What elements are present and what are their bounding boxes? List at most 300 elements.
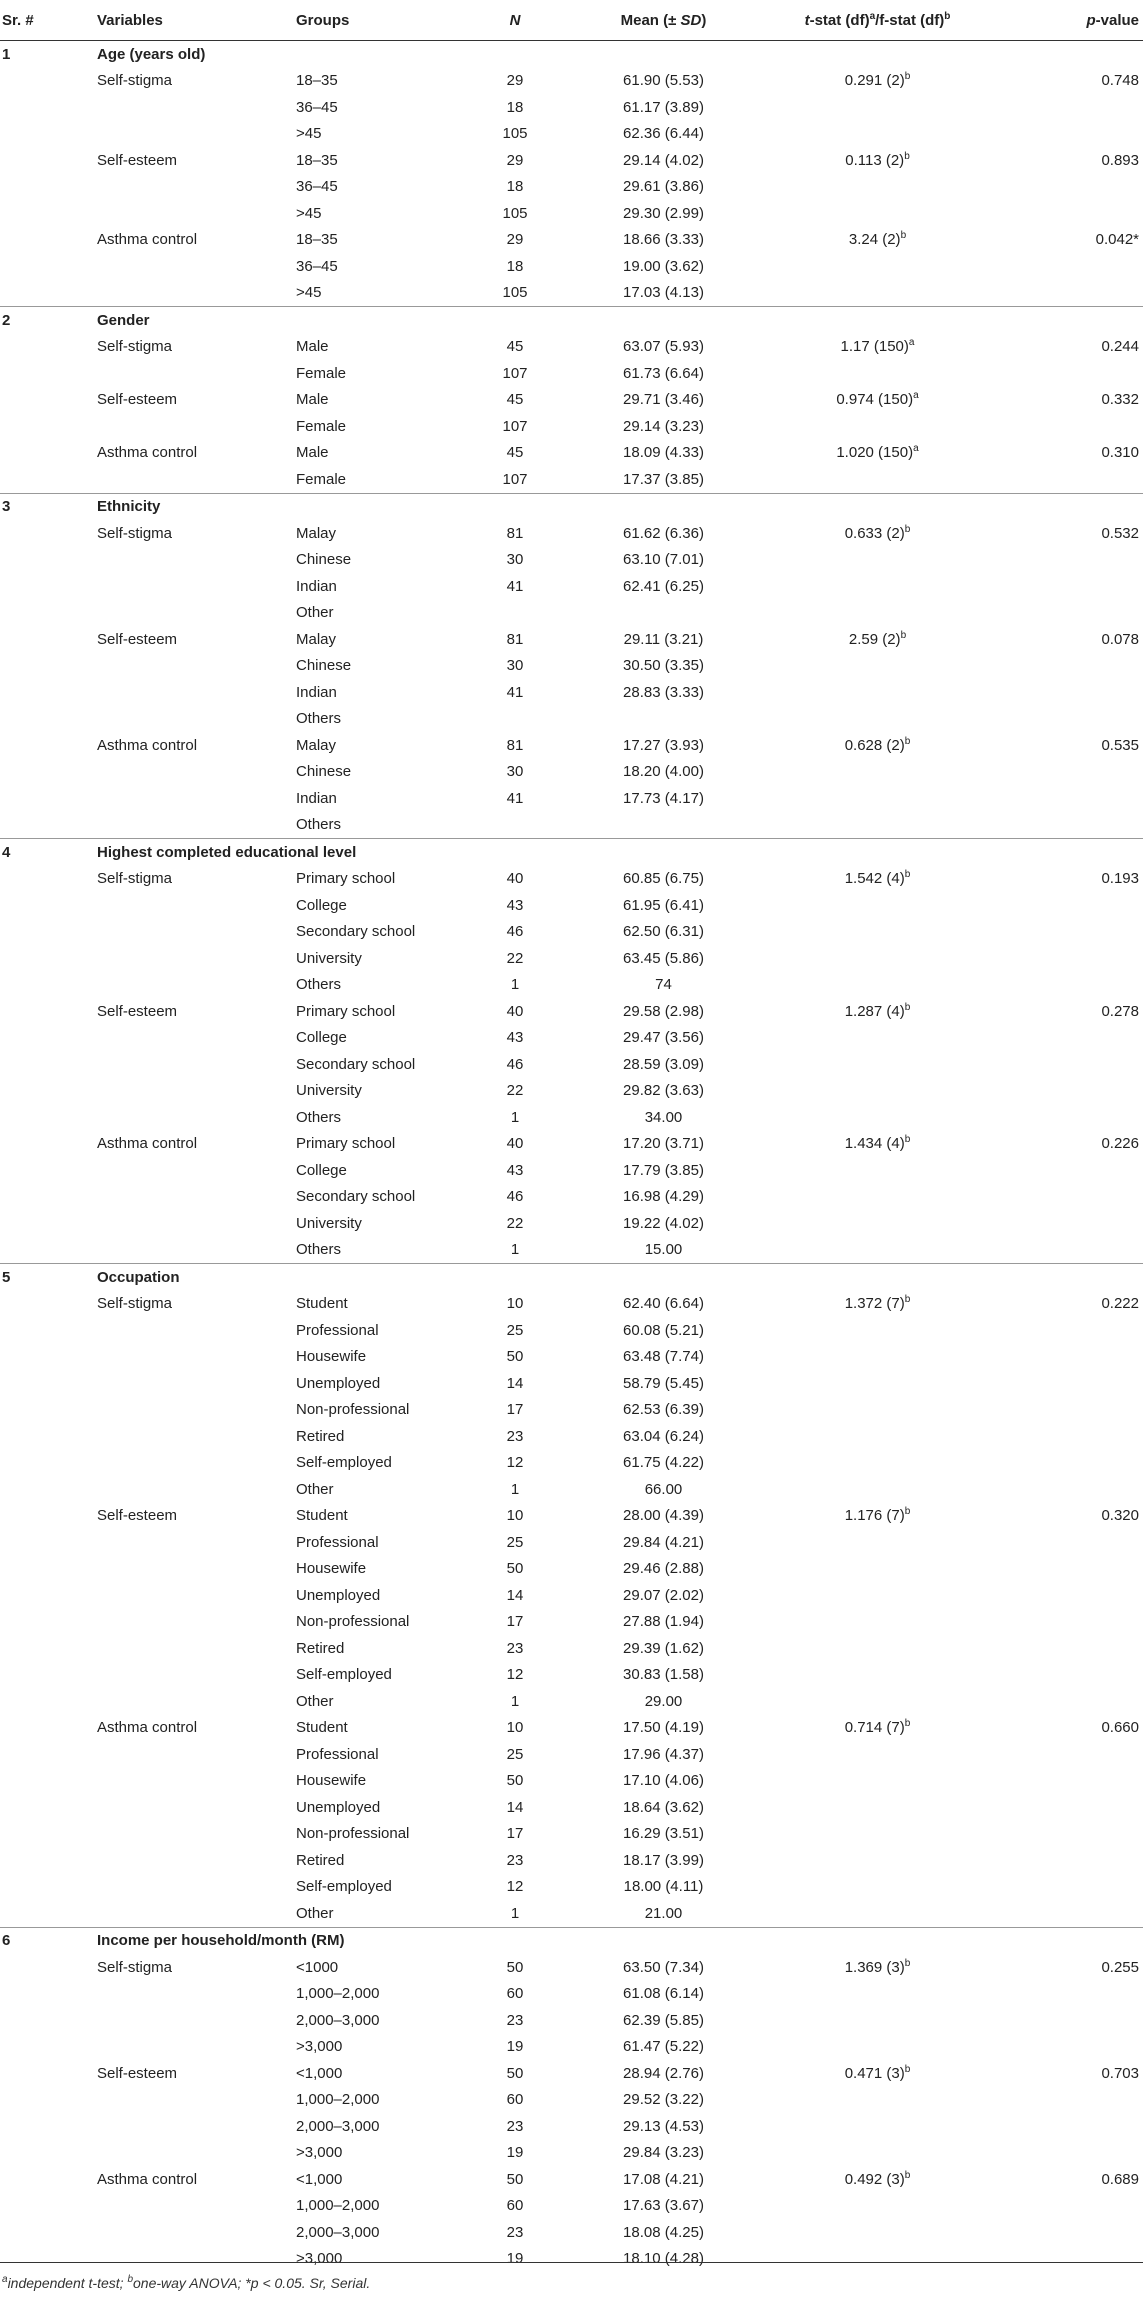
mean-cell: 28.59 (3.09) <box>623 1055 704 1073</box>
stat-value: 0.492 (3) <box>844 2170 905 2188</box>
mean-cell: 17.79 (3.85) <box>623 1161 704 1179</box>
section-row <box>0 1264 1143 1291</box>
p-value-cell <box>960 1529 1143 1556</box>
variable-cell <box>57 174 282 201</box>
variable-cell <box>57 2140 282 2167</box>
stat-superscript: b <box>904 1506 911 1518</box>
p-value-cell <box>960 1450 1143 1477</box>
n-cell: 23 <box>506 2011 524 2029</box>
group-cell: Primary school <box>296 1135 396 1153</box>
p-value-cell: 0.893 <box>1101 151 1139 169</box>
n-cell: 14 <box>506 1374 524 1392</box>
variable-cell <box>57 1423 282 1450</box>
group-cell: 18–35 <box>296 231 338 249</box>
group-cell: College <box>296 1029 347 1047</box>
p-value-cell <box>960 1981 1143 2008</box>
stat-cell <box>725 466 960 493</box>
table-row <box>0 2060 1143 2087</box>
stat-cell <box>725 945 960 972</box>
sr-cell <box>0 785 57 812</box>
n-cell: 18 <box>506 98 524 116</box>
stat-superscript: b <box>904 1957 911 1969</box>
table-row <box>0 653 1143 680</box>
table-row <box>0 121 1143 148</box>
sr-cell <box>0 919 57 946</box>
mean-cell: 62.39 (5.85) <box>623 2011 704 2029</box>
n-cell: 29 <box>506 231 524 249</box>
sr-cell <box>0 626 57 653</box>
n-cell <box>452 812 550 839</box>
table-row <box>0 440 1143 467</box>
variable-cell <box>57 2034 282 2061</box>
n-cell: 12 <box>506 1454 524 1472</box>
table-row <box>0 1104 1143 1131</box>
n-cell: 30 <box>506 657 524 675</box>
n-cell: 41 <box>506 789 524 807</box>
n-cell: 14 <box>506 1798 524 1816</box>
n-cell: 1 <box>510 1904 520 1922</box>
group-cell: >45 <box>296 125 322 143</box>
sr-cell <box>0 387 57 414</box>
mean-cell: 17.50 (4.19) <box>623 1719 704 1737</box>
group-cell: Chinese <box>296 551 352 569</box>
variable-cell: Self-stigma <box>97 870 173 888</box>
table-row <box>0 547 1143 574</box>
stat-value: 1.17 (150) <box>840 338 909 356</box>
p-value-cell <box>960 1423 1143 1450</box>
p-value-cell: 0.703 <box>1101 2064 1139 2082</box>
section-row <box>0 41 1143 68</box>
variable-cell <box>57 1078 282 1105</box>
group-cell: 2,000–3,000 <box>296 2223 380 2241</box>
stat-value: 1.372 (7) <box>844 1295 905 1313</box>
n-cell: 43 <box>506 1161 524 1179</box>
variable-cell: Asthma control <box>97 444 198 462</box>
header-row <box>0 0 1143 41</box>
n-cell: 12 <box>506 1878 524 1896</box>
stat-cell <box>725 1184 960 1211</box>
variable-cell <box>57 1821 282 1848</box>
section-row <box>0 493 1143 520</box>
variable-cell <box>57 1184 282 1211</box>
group-cell: <1000 <box>296 1958 339 1976</box>
stat-value: 1.287 (4) <box>844 1002 905 1020</box>
stat-cell <box>725 1397 960 1424</box>
mean-cell: 17.73 (4.17) <box>623 789 704 807</box>
p-value-cell <box>960 2087 1143 2114</box>
variable-cell: Self-stigma <box>97 72 173 90</box>
n-cell: 19 <box>506 2144 524 2162</box>
n-cell: 50 <box>506 2064 524 2082</box>
p-value-cell: 0.042* <box>1095 231 1139 249</box>
p-value-cell <box>960 1157 1143 1184</box>
p-value-cell <box>960 919 1143 946</box>
sr-cell <box>0 1157 57 1184</box>
group-cell: Professional <box>296 1745 379 1763</box>
table-row <box>0 1847 1143 1874</box>
sr-cell <box>0 1688 57 1715</box>
group-cell: Male <box>296 391 329 409</box>
table-row <box>0 1794 1143 1821</box>
p-value-cell: 0.689 <box>1101 2170 1139 2188</box>
table-row <box>0 1821 1143 1848</box>
table-row <box>0 1184 1143 1211</box>
mean-cell: 62.36 (6.44) <box>623 125 704 143</box>
stat-superscript: b <box>904 150 910 162</box>
sr-cell <box>0 2113 57 2140</box>
mean-cell: 18.09 (4.33) <box>623 444 704 462</box>
group-cell: Female <box>296 417 347 435</box>
sr-cell <box>0 1025 57 1052</box>
n-cell: 22 <box>506 1214 524 1232</box>
section-number: 5 <box>0 1264 57 1291</box>
table-row <box>0 68 1143 95</box>
stat-cell <box>725 919 960 946</box>
group-cell: Unemployed <box>296 1374 381 1392</box>
sr-cell <box>0 866 57 893</box>
sr-cell <box>0 2034 57 2061</box>
group-cell: College <box>296 896 347 914</box>
sr-cell <box>0 1317 57 1344</box>
stat-cell <box>725 1051 960 1078</box>
sr-cell <box>0 1237 57 1264</box>
footnote-text: $^a$independent t-test; $^b$one-way ANOVA; *p < 0.05. Sr, Serial. <box>2 2274 371 2291</box>
table-row <box>0 759 1143 786</box>
table-row <box>0 1397 1143 1424</box>
mean-cell: 30.50 (3.35) <box>623 657 704 675</box>
n-cell: 50 <box>506 1772 524 1790</box>
p-value-cell: 0.222 <box>1101 1295 1139 1313</box>
table-row <box>0 520 1143 547</box>
group-cell: Professional <box>296 1533 379 1551</box>
table-row <box>0 227 1143 254</box>
sr-cell <box>0 1210 57 1237</box>
group-cell: Indian <box>296 577 337 595</box>
stat-cell <box>725 1104 960 1131</box>
n-cell: 45 <box>506 338 524 356</box>
group-cell: Chinese <box>296 763 352 781</box>
stat-superscript: b <box>904 2063 911 2075</box>
n-cell <box>452 706 550 733</box>
group-cell: Malay <box>296 524 337 542</box>
mean-cell: 61.95 (6.41) <box>623 896 704 914</box>
group-cell: Student <box>296 1507 348 1525</box>
section-row <box>0 307 1143 334</box>
table-row <box>0 1556 1143 1583</box>
p-value-cell <box>960 1900 1143 1927</box>
variable-cell <box>57 466 282 493</box>
sr-cell <box>0 972 57 999</box>
mean-cell: 18.17 (3.99) <box>623 1851 704 1869</box>
table-row <box>0 253 1143 280</box>
mean-cell: 63.48 (7.74) <box>623 1348 704 1366</box>
p-value-cell <box>960 174 1143 201</box>
p-value-cell <box>960 2034 1143 2061</box>
table-row <box>0 2166 1143 2193</box>
mean-cell: 29.11 (3.21) <box>623 630 704 648</box>
p-value-cell <box>960 1476 1143 1503</box>
group-cell: Housewife <box>296 1772 367 1790</box>
variable-cell <box>57 759 282 786</box>
table-row <box>0 2007 1143 2034</box>
stat-value: 0.291 (2) <box>844 72 905 90</box>
stat-value: 1.020 (150) <box>836 444 914 462</box>
variable-cell <box>57 1582 282 1609</box>
group-cell: Retired <box>296 1427 345 1445</box>
group-cell: Retired <box>296 1639 345 1657</box>
stat-cell <box>725 1237 960 1264</box>
sr-cell <box>0 1635 57 1662</box>
mean-cell: 17.08 (4.21) <box>623 2170 704 2188</box>
group-cell: <1,000 <box>296 2170 343 2188</box>
table-row <box>0 945 1143 972</box>
variable-cell <box>57 2007 282 2034</box>
table-row <box>0 1503 1143 1530</box>
variable-cell <box>57 785 282 812</box>
p-value-cell <box>960 1317 1143 1344</box>
sr-cell <box>0 759 57 786</box>
stat-value: 1.369 (3) <box>844 1958 905 1976</box>
stat-cell <box>725 1662 960 1689</box>
stat-cell <box>725 1847 960 1874</box>
mean-cell: 61.73 (6.64) <box>623 364 704 382</box>
sr-cell <box>0 2166 57 2193</box>
mean-cell: 17.27 (3.93) <box>623 736 704 754</box>
group-cell: 36–45 <box>296 98 338 116</box>
sr-cell <box>0 147 57 174</box>
table-row <box>0 1210 1143 1237</box>
variable-cell: Asthma control <box>97 231 198 249</box>
p-value-cell <box>960 121 1143 148</box>
mean-cell: 61.75 (4.22) <box>623 1454 704 1472</box>
p-value-cell <box>960 2113 1143 2140</box>
stat-cell <box>725 1582 960 1609</box>
p-value-cell <box>960 706 1143 733</box>
sr-cell <box>0 1344 57 1371</box>
n-cell: 43 <box>506 896 524 914</box>
group-cell: Retired <box>296 1851 345 1869</box>
n-cell: 30 <box>506 551 524 569</box>
mean-cell: 74 <box>655 976 672 994</box>
stat-cell <box>725 1715 960 1742</box>
mean-cell: 62.41 (6.25) <box>623 577 704 595</box>
mean-cell: 17.10 (4.06) <box>623 1772 704 1790</box>
n-cell: 1 <box>510 1108 520 1126</box>
stat-cell <box>725 1370 960 1397</box>
mean-cell: 63.07 (5.93) <box>623 338 704 356</box>
n-cell: 23 <box>506 2223 524 2241</box>
variable-cell <box>57 121 282 148</box>
n-cell: 105 <box>502 125 528 143</box>
mean-cell: 18.66 (3.33) <box>623 231 704 249</box>
stat-cell <box>725 2113 960 2140</box>
group-cell: 18–35 <box>296 151 338 169</box>
variable-cell <box>57 1635 282 1662</box>
table-row <box>0 1157 1143 1184</box>
sr-cell <box>0 1662 57 1689</box>
n-cell: 25 <box>506 1533 524 1551</box>
group-cell: Primary school <box>296 870 396 888</box>
table-row <box>0 1317 1143 1344</box>
stat-cell <box>725 1025 960 1052</box>
n-cell: 22 <box>506 1082 524 1100</box>
table-row <box>0 1529 1143 1556</box>
table-row <box>0 1954 1143 1981</box>
sr-cell <box>0 1291 57 1318</box>
stat-cell <box>725 1556 960 1583</box>
stat-cell <box>725 547 960 574</box>
variable-cell <box>57 2219 282 2246</box>
n-cell: 25 <box>506 1745 524 1763</box>
n-cell: 1 <box>510 1692 520 1710</box>
group-cell: Others <box>296 976 342 994</box>
sr-cell <box>0 1476 57 1503</box>
group-cell: >45 <box>296 204 322 222</box>
variable-cell <box>57 1370 282 1397</box>
table-row <box>0 1662 1143 1689</box>
variable-cell: Self-stigma <box>97 338 173 356</box>
variable-cell <box>57 1529 282 1556</box>
table-row <box>0 1688 1143 1715</box>
variable-cell <box>57 360 282 387</box>
sr-cell <box>0 334 57 361</box>
group-cell: Female <box>296 470 347 488</box>
table-row <box>0 1237 1143 1264</box>
sr-cell <box>0 1609 57 1636</box>
n-cell: 41 <box>506 577 524 595</box>
sr-cell <box>0 280 57 307</box>
mean-cell: 15.00 <box>644 1241 683 1259</box>
mean-cell: 17.63 (3.67) <box>623 2197 704 2215</box>
sr-cell <box>0 2140 57 2167</box>
n-cell: 22 <box>506 949 524 967</box>
group-cell: Non-professional <box>296 1825 410 1843</box>
stat-cell <box>725 1476 960 1503</box>
variable-cell <box>57 1609 282 1636</box>
n-cell: 12 <box>506 1666 524 1684</box>
stat-cell <box>725 1635 960 1662</box>
mean-cell: 29.14 (4.02) <box>623 151 704 169</box>
sr-cell <box>0 706 57 733</box>
n-cell: 10 <box>506 1295 524 1313</box>
stat-value: 0.974 (150) <box>836 391 914 409</box>
stat-cell <box>725 1291 960 1318</box>
p-value-cell: 0.660 <box>1101 1719 1139 1737</box>
stat-cell <box>725 1078 960 1105</box>
stat-cell <box>725 2007 960 2034</box>
group-cell: 1,000–2,000 <box>296 2197 380 2215</box>
n-cell: 46 <box>506 923 524 941</box>
stat-cell <box>725 227 960 254</box>
header-stat: t-stat (df)$^a$/f-stat (df)$^b$ <box>725 0 960 41</box>
p-value-cell <box>960 1662 1143 1689</box>
p-value-cell: 0.278 <box>1101 1002 1139 1020</box>
group-cell: Non-professional <box>296 1613 410 1631</box>
variable-cell <box>57 1104 282 1131</box>
n-cell: 50 <box>506 1348 524 1366</box>
group-cell: Other <box>296 1692 334 1710</box>
group-cell: Others <box>296 1241 342 1259</box>
n-cell: 1 <box>510 1241 520 1259</box>
p-value-cell <box>960 2219 1143 2246</box>
n-cell: 25 <box>506 1321 524 1339</box>
stat-cell <box>725 2140 960 2167</box>
sr-cell <box>0 1503 57 1530</box>
group-cell: Primary school <box>296 1002 396 1020</box>
table-row <box>0 360 1143 387</box>
p-value-cell <box>960 2007 1143 2034</box>
table-row <box>0 1715 1143 1742</box>
stat-superscript: b <box>904 1001 911 1013</box>
variable-cell <box>57 2193 282 2220</box>
sr-cell <box>0 1847 57 1874</box>
sr-cell <box>0 2087 57 2114</box>
stat-cell <box>725 1768 960 1795</box>
group-cell: University <box>296 1082 362 1100</box>
stat-cell <box>725 360 960 387</box>
p-value-cell <box>960 1582 1143 1609</box>
p-value-cell <box>960 1184 1143 1211</box>
stat-cell <box>725 1981 960 2008</box>
n-cell: 45 <box>506 391 524 409</box>
stat-cell <box>725 785 960 812</box>
table-row <box>0 866 1143 893</box>
sr-cell <box>0 2007 57 2034</box>
p-value-cell <box>960 1821 1143 1848</box>
variable-cell <box>57 679 282 706</box>
n-cell: 107 <box>502 417 528 435</box>
sr-cell <box>0 68 57 95</box>
n-cell: 50 <box>506 1560 524 1578</box>
table-row <box>0 892 1143 919</box>
header-n: N <box>452 0 550 41</box>
stat-cell <box>725 1900 960 1927</box>
table-row <box>0 1025 1143 1052</box>
variable-cell: Asthma control <box>97 1719 198 1737</box>
n-cell: 1 <box>510 976 520 994</box>
mean-cell: 30.83 (1.58) <box>623 1666 704 1684</box>
sr-cell <box>0 573 57 600</box>
table-row <box>0 147 1143 174</box>
group-cell: Others <box>296 816 342 834</box>
sr-cell <box>0 1131 57 1158</box>
group-cell: <1,000 <box>296 2064 343 2082</box>
mean-cell: 16.29 (3.51) <box>623 1825 704 1843</box>
n-cell: 19 <box>506 2250 524 2268</box>
n-cell: 14 <box>506 1586 524 1604</box>
stat-cell <box>725 892 960 919</box>
variable-cell: Self-esteem <box>97 1002 178 1020</box>
group-cell: 1,000–2,000 <box>296 2091 380 2109</box>
variable-cell <box>57 600 282 627</box>
mean-cell: 62.50 (6.31) <box>623 923 704 941</box>
mean-cell: 29.00 <box>644 1692 683 1710</box>
stat-cell <box>725 121 960 148</box>
stat-cell <box>725 706 960 733</box>
variable-cell <box>57 1051 282 1078</box>
mean-cell: 29.84 (4.21) <box>623 1533 704 1551</box>
n-cell: 45 <box>506 444 524 462</box>
group-cell: 36–45 <box>296 257 338 275</box>
stat-cell <box>725 653 960 680</box>
sr-cell <box>0 998 57 1025</box>
table-row <box>0 387 1143 414</box>
section-title: Occupation <box>57 1264 1143 1291</box>
mean-cell: 61.17 (3.89) <box>623 98 704 116</box>
sr-cell <box>0 253 57 280</box>
table-row <box>0 1051 1143 1078</box>
table-row <box>0 600 1143 627</box>
